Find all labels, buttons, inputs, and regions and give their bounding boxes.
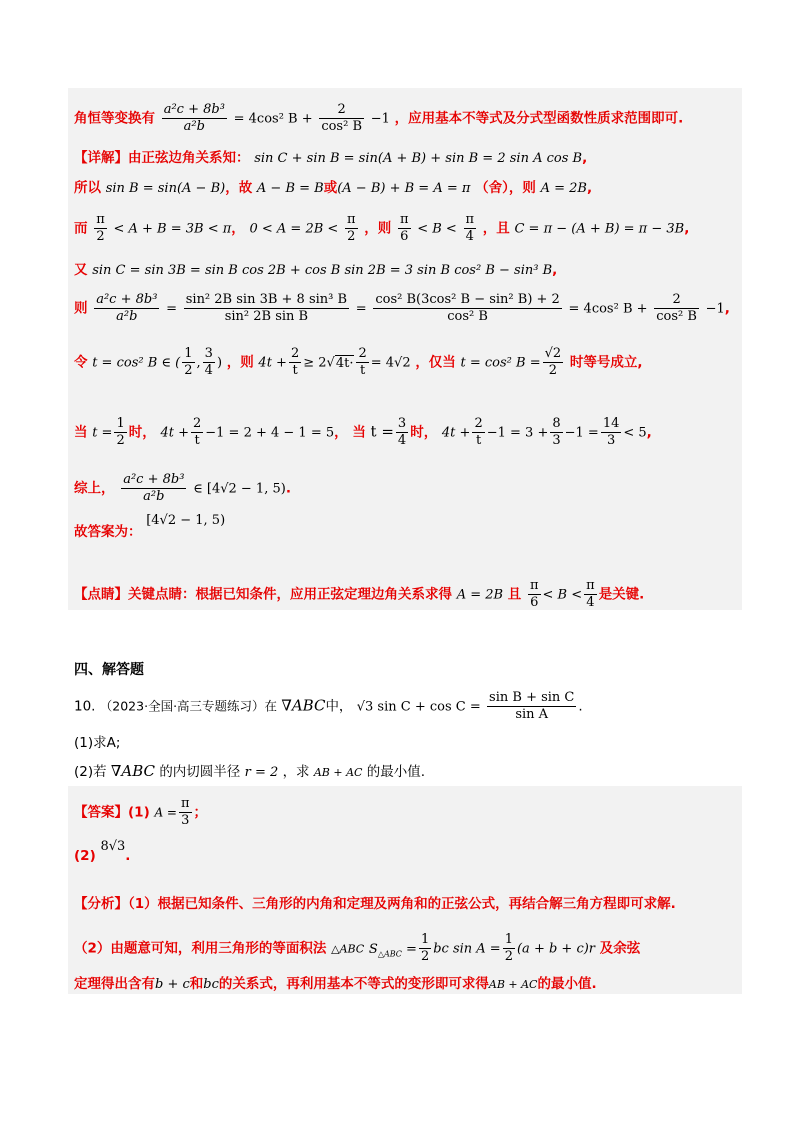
- question-10-part2: (2)若 ∇ABC 的内切圆半径 r = 2 ，求 AB + AC 的最小值.: [74, 762, 426, 780]
- analysis-line-2: （2）由题意可知，利用三角形的等面积法 △ABC $S_{\triangle ABC}$ = $\frac{1}{2}$ bc sin A = $\frac{1}{2}$ (a + b + c)r 及余弦: [74, 932, 641, 964]
- analysis-line-3: 定理得出含有b + c和bc的关系式，再利用基本不等式的变形即可求得AB + AC的最小值.: [74, 976, 597, 992]
- line-when: 当 t = $\frac{1}{2}$ 时， 4t + $\frac{2}{t}$ −1 = 2 + 4 − 1 = 5， 当 t = $\frac{3}{4}$ 时， 4t + $\frac{2}{t}$ −1 = 3 + $\frac{8}{3}$ −1 = $\frac{14}{3}$ < 5,: [74, 416, 652, 448]
- line-key-point: 【点睛】关键点睛：根据已知条件，应用正弦定理边角关系求得 A = 2B 且 $\frac{\pi}{6}$ < B < $\frac{\pi}{4}$ 是关键.: [74, 578, 645, 610]
- line-then: 则 $\frac{\text{a²c + 8b³}}{\text{a²b}}$ = $\frac{\text{sin² 2B sin 3B + 8 sin³ B}}{\text{sin² 2B sin B}}$ = $\frac{\text{cos² B(3cos² B − sin² B) + 2}}{\text{cos² B}}$ = 4cos² B + $\frac{2}{\text{cos² B}}$ −1,: [74, 292, 730, 324]
- line-final-answer: 故答案为： [4√2 − 1, 5): [74, 513, 226, 540]
- section-heading: 四、解答题: [74, 662, 144, 678]
- question-10: 10. （2023·全国·高三专题练习）在 ∇ABC中， √3 sin C + cos C = $\frac{\text{sin B + sin C}}{\text{sin A}}$ .: [74, 690, 583, 722]
- line-identity: 角恒等变换有 $\frac{\text{a²c + 8b³}}{\text{a²b}}$ = 4cos² B + $\frac{2}{\text{cos² B}}$ −1 ，应用基本不等式及分式型函数性质求范围即可.: [74, 102, 684, 134]
- line-let: 令 t = cos² B ∈ ( $\frac{1}{2}$ , $\frac{3}{4}$ ) ，则 4t + $\frac{2}{t}$ ≥ 2√4t· $\frac{2}{t}$ = 4√2 ，仅当 t = cos² B = $\frac{√2}{2}$ 时等号成立,: [74, 346, 643, 378]
- fraction-a2c-8b3: $\frac{\text{a²c + 8b³}}{\text{a²b}}$: [163, 102, 225, 134]
- answer-line-2: (2) 8√3.: [74, 839, 131, 864]
- analysis-line-1: 【分析】（1）根据已知条件、三角形的内角和定理及两角和的正弦公式，再结合解三角方程即可求解.: [74, 896, 676, 912]
- line-so: 所以 sin B = sin(A − B)，故 A − B = B或(A − B) + B = A = π （舍），则 A = 2B,: [74, 180, 593, 196]
- line-again: 又 sin C = sin 3B = sin B cos 2B + cos B sin 2B = 3 sin B cos² B − sin³ B,: [74, 262, 558, 278]
- question-10-part1: (1)求A;: [74, 735, 121, 751]
- answer-line-1: 【答案】(1) A = $\frac{\pi}{3}$ ；: [74, 796, 208, 828]
- line-and: 而 $\frac{\pi}{2}$ < A + B = 3B < π， 0 < A = 2B < $\frac{\pi}{2}$ ，则 $\frac{\pi}{6}$ < B < $\frac{\pi}{4}$ ，且 C = π − (A + B) = π − 3B,: [74, 212, 690, 244]
- line-detail: 【详解】由正弦边角关系知： sin C + sin B = sin(A + B) + sin B = 2 sin A cos B,: [74, 150, 588, 166]
- line-summary: 综上， $\frac{\text{a²c + 8b³}}{\text{a²b}}$ ∈ [4√2 − 1, 5).: [74, 472, 291, 504]
